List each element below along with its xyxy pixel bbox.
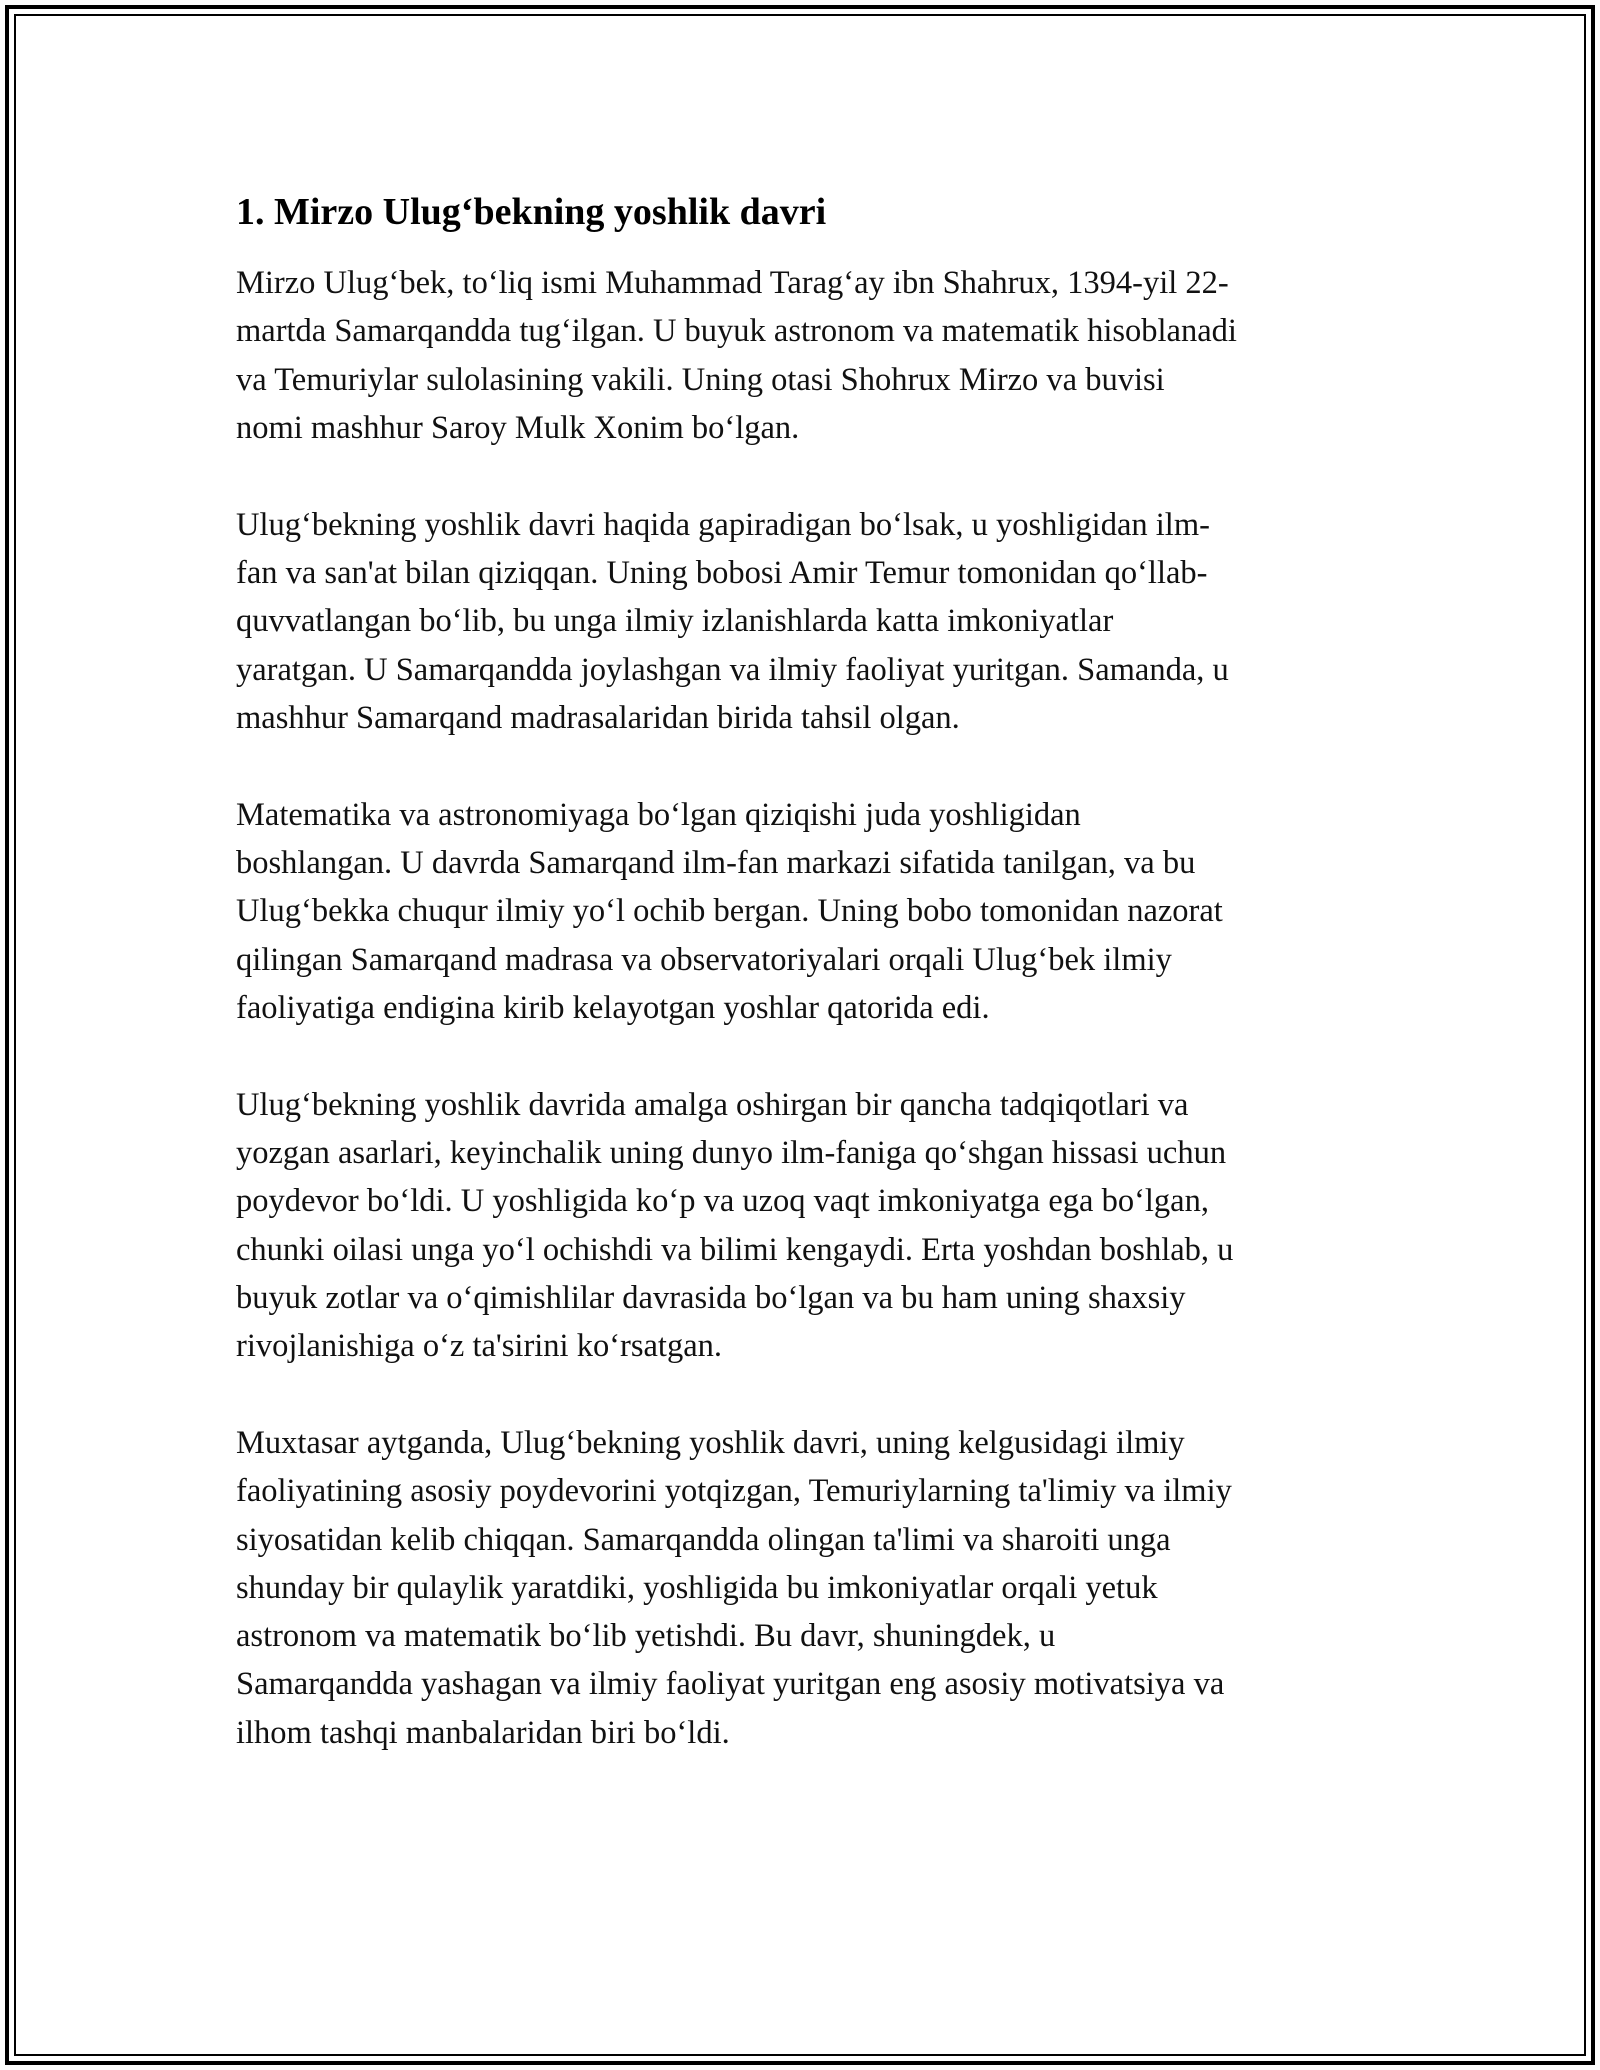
paragraph-line: yozgan asarlari, keyinchalik uning dunyo ilm-faniga qo‘shgan hissasi uchun — [236, 1134, 1227, 1171]
paragraph-line: astronom va matematik bo‘lib yetishdi. Bu davr, shuningdek, u — [236, 1618, 1056, 1655]
paragraph-line: Mirzo Ulug‘bek, to‘liq ismi Muhammad Tarag‘ay ibn Shahrux, 1394-yil 22- — [236, 265, 1229, 301]
paragraph-line: chunki oilasi unga yo‘l ochishdi va bilimi kengaydi. Erta yoshdan boshlab, u — [236, 1231, 1234, 1268]
paragraph-1 — [236, 259, 1366, 452]
paragraph-line: mashhur Samarqand madrasalaridan birida tahsil olgan. — [236, 699, 960, 736]
paragraph-line: Ulug‘bekka chuqur ilmiy yo‘l ochib bergan. Uning bobo tomonidan nazorat — [236, 893, 1223, 930]
paragraph-line: va Temuriylar sulolasining vakili. Uning otasi Shohrux Mirzo va buvisi — [236, 361, 1165, 398]
paragraph-line: siyosatidan kelib chiqqan. Samarqandda olingan ta'limi va sharoiti unga — [236, 1521, 1171, 1558]
paragraph-line: martda Samarqandda tug‘ilgan. U buyuk astronom va matematik hisoblanadi — [236, 313, 1237, 350]
paragraph-3 — [236, 791, 1366, 1032]
paragraph-line: buyuk zotlar va o‘qimishlilar davrasida bo‘lgan va bu ham uning shaxsiy — [236, 1279, 1186, 1316]
paragraph-line: faoliyatiga endigina kirib kelayotgan yoshlar qatorida edi. — [236, 989, 990, 1026]
paragraph-line: quvvatlangan bo‘lib, bu unga ilmiy izlanishlarda katta imkoniyatlar — [236, 603, 1114, 640]
paragraph-4 — [236, 1081, 1366, 1371]
paragraph-line: nomi mashhur Saroy Mulk Xonim bo‘lgan. — [236, 409, 800, 446]
paragraph-line: fan va san'at bilan qiziqqan. Uning bobosi Amir Temur tomonidan qo‘llab- — [236, 554, 1208, 591]
paragraph-line: Ulug‘bekning yoshlik davri haqida gapiradigan bo‘lsak, u yoshligidan ilm- — [236, 506, 1210, 543]
paragraph-line: boshlangan. U davrda Samarqand ilm-fan markazi sifatida tanilgan, va bu — [236, 844, 1196, 881]
document-body — [236, 188, 1366, 1806]
paragraph-5 — [236, 1419, 1366, 1757]
paragraph-line: shunday bir qulaylik yaratdiki, yoshligida bu imkoniyatlar orqali yetuk — [236, 1569, 1158, 1606]
paragraph-line: ilhom tashqi manbalaridan biri bo‘ldi. — [236, 1714, 730, 1751]
paragraph-line: Muxtasar aytganda, Ulug‘bekning yoshlik davri, uning kelgusidagi ilmiy — [236, 1424, 1185, 1461]
paragraph-line: poydevor bo‘ldi. U yoshligida ko‘p va uzoq vaqt imkoniyatga ega bo‘lgan, — [236, 1183, 1209, 1220]
paragraph-line: Matematika va astronomiyaga bo‘lgan qiziqishi juda yoshligidan — [236, 796, 1081, 833]
section-heading: 1. Mirzo Ulug‘bekning yoshlik davri — [236, 191, 827, 233]
paragraph-2 — [236, 501, 1366, 742]
paragraph-line: Ulug‘bekning yoshlik davrida amalga oshirgan bir qancha tadqiqotlari va — [236, 1086, 1189, 1123]
paragraph-line: faoliyatining asosiy poydevorini yotqizgan, Temuriylarning ta'limiy va ilmiy — [236, 1473, 1232, 1510]
paragraph-line: qilingan Samarqand madrasa va observatoriyalari orqali Ulug‘bek ilmiy — [236, 941, 1172, 978]
paragraph-line: Samarqandda yashagan va ilmiy faoliyat yuritgan eng asosiy motivatsiya va — [236, 1666, 1225, 1703]
paragraph-line: rivojlanishiga o‘z ta'sirini ko‘rsatgan. — [236, 1328, 723, 1365]
paragraph-line: yaratgan. U Samarqandda joylashgan va ilmiy faoliyat yuritgan. Samanda, u — [236, 651, 1229, 688]
